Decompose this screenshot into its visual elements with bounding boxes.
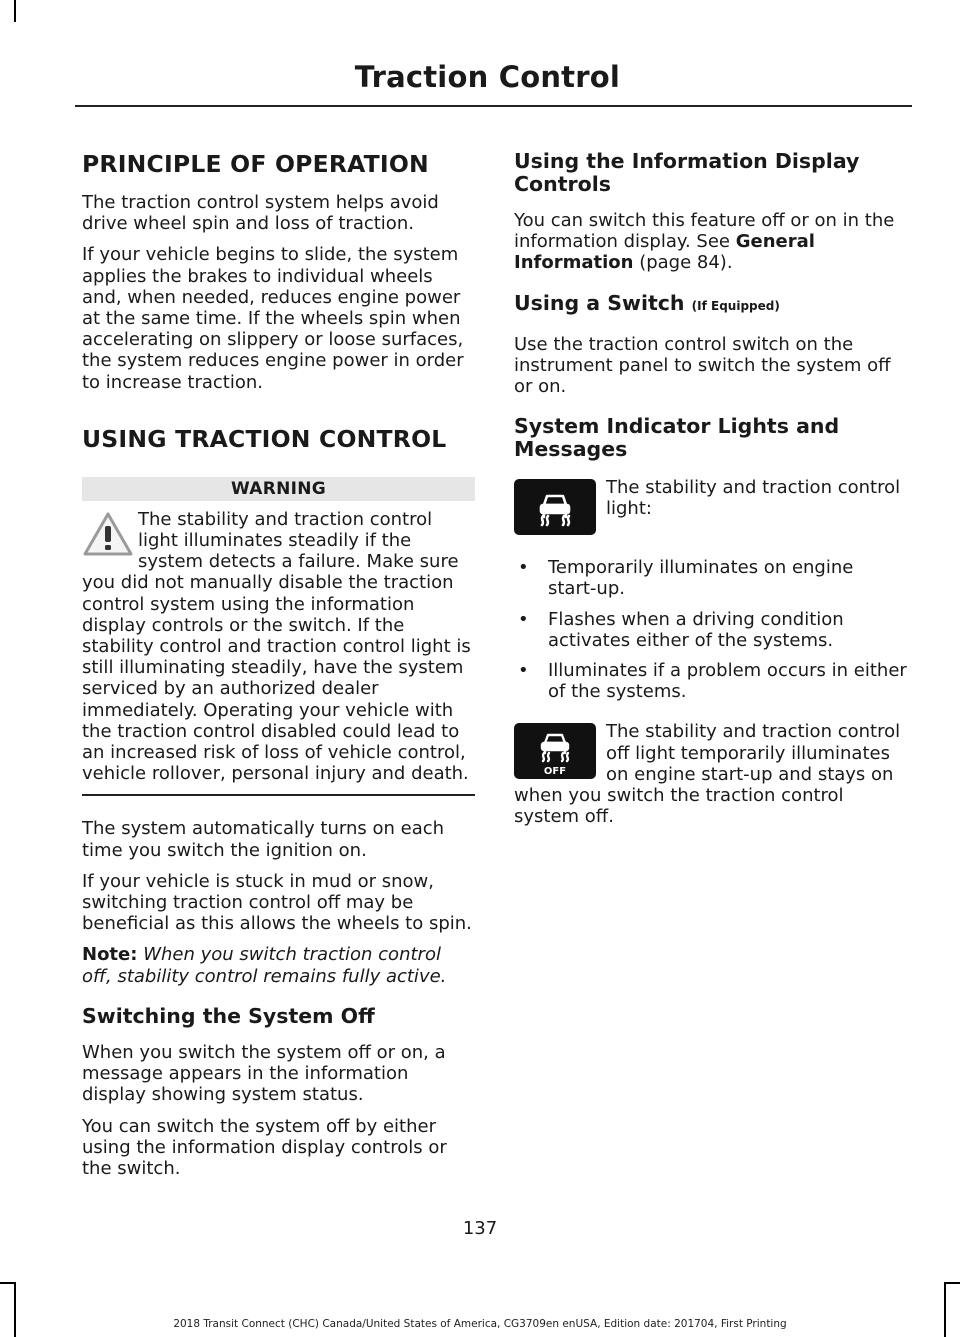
if-equipped-tag: (If Equipped) bbox=[691, 298, 780, 313]
warning-label: WARNING bbox=[82, 477, 475, 501]
warning-box bbox=[82, 477, 475, 797]
paragraph: You can switch this feature off or on in the information display. See General Information (page 84). bbox=[514, 210, 895, 274]
paragraph: Use the traction control switch on the instrument panel to switch the system off or on. bbox=[514, 333, 891, 398]
paragraph: If your vehicle is stuck in mud or snow, switching traction control off may be beneficial as this allows the wheels to spin. bbox=[82, 870, 472, 935]
lamp-off-label: OFF bbox=[543, 766, 567, 778]
heading-indicator: System Indicator Lights and Messages bbox=[514, 414, 840, 462]
note bbox=[82, 944, 475, 986]
right-column bbox=[514, 150, 907, 837]
paragraph: You can switch the system off by either using the information display controls or the switch. bbox=[82, 1115, 447, 1179]
note-label: Note: bbox=[82, 944, 138, 966]
stability-control-off-icon bbox=[514, 723, 596, 779]
heading-using: USING TRACTION CONTROL bbox=[82, 424, 447, 453]
lamp1-text: The stability and traction control light: bbox=[606, 477, 901, 520]
list-item: • Illuminates if a problem occurs in either of the systems. bbox=[514, 660, 907, 702]
crop-mark bbox=[0, 1282, 16, 1284]
list-item: • Temporarily illuminates on engine start-up. bbox=[514, 557, 907, 599]
bullet-list bbox=[514, 557, 907, 702]
cross-reference-link[interactable]: General Information bbox=[514, 231, 815, 274]
warning-triangle-icon bbox=[82, 511, 138, 561]
page-number: 137 bbox=[462, 1218, 498, 1239]
paragraph: When you switch the system off or on, a message appears in the information display showing system status. bbox=[82, 1041, 446, 1106]
footer: 2018 Transit Connect (CHC) Canada/United States of America, CG3709en enUSA, Edition date: 201704, First Printing bbox=[173, 1318, 787, 1330]
heading-display: Using the Information Display Controls bbox=[514, 149, 860, 196]
warning-text: The stability and traction control light illuminates steadily if the system detects a failure. Make sure you did not manually disable the traction control system using the information display controls or the switch. If the stability control and traction control light is still illuminating steadily, have the system serviced by an authorized dealer immediately. Operating your vehicle with the traction control disabled could lead to an increased risk of loss of vehicle control, vehicle rollover, personal injury and death. bbox=[82, 508, 471, 785]
crop-mark bbox=[944, 1282, 960, 1284]
stability-control-icon bbox=[514, 479, 596, 535]
heading-switch: Using a Switch (If Equipped) bbox=[514, 290, 780, 315]
paragraph: The system automatically turns on each time you switch the ignition on. bbox=[82, 818, 445, 861]
list-item: • Flashes when a driving condition activates either of the systems. bbox=[514, 609, 907, 651]
crop-mark bbox=[14, 0, 16, 22]
heading-switching: Switching the System Off bbox=[82, 1003, 375, 1028]
paragraph: If your vehicle begins to slide, the system applies the brakes to individual wheels and, when needed, reduces engine power at the same time. If the wheels spin when accelerating on slippery or loose surfaces, the system reduces engine power in order to increase traction. bbox=[82, 244, 464, 393]
warning-paragraph bbox=[82, 509, 475, 785]
lamp2-text: The stability and traction control off light temporarily illuminates on engine start-up and stays on when you switch the traction control system off. bbox=[514, 721, 901, 828]
note-text: When you switch traction control off, stability control remains fully active. bbox=[82, 944, 447, 987]
heading-principle: PRINCIPLE OF OPERATION bbox=[82, 150, 429, 178]
paragraph: The traction control system helps avoid drive wheel spin and loss of traction. bbox=[82, 192, 439, 235]
header-divider bbox=[75, 105, 912, 107]
page-title: Traction Control bbox=[354, 60, 620, 94]
left-column bbox=[82, 150, 475, 1189]
lamp-description bbox=[514, 721, 907, 827]
lamp-description bbox=[514, 477, 907, 535]
